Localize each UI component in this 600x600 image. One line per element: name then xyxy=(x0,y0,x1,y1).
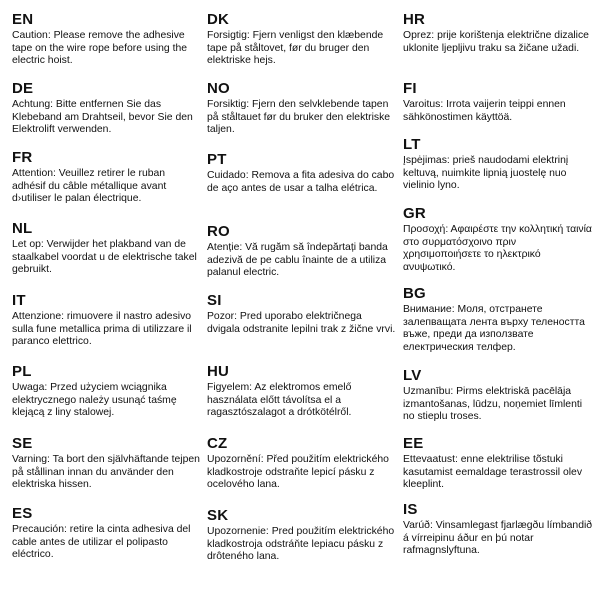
warning-entry-fr xyxy=(12,150,200,206)
warning-text: Oprez: prije korištenja električne dizalice uklonite ljepljivu traku sa žičane užadi. xyxy=(403,30,589,54)
language-code: DE xyxy=(12,80,34,97)
warning-entry-lv xyxy=(403,368,595,424)
warning-entry-no xyxy=(207,81,397,137)
warning-entry-gr xyxy=(403,206,595,274)
warning-text: Upozornenie: Pred použitím elektrického kladkostroja odstráňte lepiacu pásku z drôteného lana. xyxy=(207,526,395,563)
warning-entry-sk xyxy=(207,508,397,564)
language-code: SK xyxy=(207,507,229,524)
language-code: LV xyxy=(403,367,422,384)
language-code: DK xyxy=(207,11,230,28)
warning-entry-hr xyxy=(403,12,595,55)
warning-entry-cz xyxy=(207,436,397,492)
language-code: NL xyxy=(12,220,33,237)
warning-text: Atenție: Vă rugăm să îndepărtați banda adezivă de pe cablu înainte de a utiliza palanul electric. xyxy=(207,242,388,279)
language-code: GR xyxy=(403,205,426,222)
warning-entry-pt xyxy=(207,152,397,195)
language-code: SE xyxy=(12,435,33,452)
warning-entry-is xyxy=(403,502,595,558)
warning-text: Let op: Verwijder het plakband van de staalkabel voordat u de elektrische takel gebruikt. xyxy=(12,239,197,276)
language-code: NO xyxy=(207,80,230,97)
language-code: PL xyxy=(12,363,32,380)
warning-entry-it xyxy=(12,293,200,349)
warning-text: Pozor: Pred uporabo električnega dvigala odstranite lepilni trak z žične vrvi. xyxy=(207,311,396,335)
warning-text: Achtung: Bitte entfernen Sie das Klebeband am Drahtseil, bevor Sie den Elektrolift verwenden. xyxy=(12,99,193,136)
warning-entry-ro xyxy=(207,224,397,280)
language-code: FR xyxy=(12,149,33,166)
warning-entry-hu xyxy=(207,364,397,420)
warning-entry-lt xyxy=(403,137,595,193)
warning-entry-si xyxy=(207,293,397,336)
warning-text: Caution: Please remove the adhesive tape on the wire rope before using the electric hoist. xyxy=(12,30,188,67)
warning-text: Ettevaatust: enne elektrilise tõstuki kasutamist eemaldage terastrossil olev kleeplint. xyxy=(403,454,583,491)
language-code: FI xyxy=(403,80,417,97)
warning-entry-en xyxy=(12,12,200,68)
warning-entry-ee xyxy=(403,436,595,492)
warning-text: Varoitus: Irrota vaijerin teippi ennen sähkönostimen käyttöä. xyxy=(403,99,566,123)
warning-entry-dk xyxy=(207,12,397,68)
warning-entry-de xyxy=(12,81,200,137)
language-code: LT xyxy=(403,136,421,153)
warning-text: Внимание: Моля, отстранете залепващата лента върху телеността въже, преди да използвате електрическия телфер. xyxy=(403,304,585,353)
language-code: IT xyxy=(12,292,26,309)
language-code: CZ xyxy=(207,435,228,452)
language-code: PT xyxy=(207,151,227,168)
language-code: SI xyxy=(207,292,222,309)
warning-text: Attention: Veuillez retirer le ruban adhésif du câble métallique avant d›utiliser le palan électrique. xyxy=(12,168,167,205)
language-code: ES xyxy=(12,505,33,522)
warning-text: Attenzione: rimuovere il nastro adesivo sulla fune metallica prima di utilizzare il paranco elettrico. xyxy=(12,311,192,348)
language-code: RO xyxy=(207,223,230,240)
warning-text: Uwaga: Przed użyciem wciągnika elektrycznego należy usunąć taśmę klejącą z liny stalowej. xyxy=(12,382,177,419)
warning-entry-pl xyxy=(12,364,200,420)
warning-text: Varúð: Vinsamlegast fjarlægðu límbandið á vírreipinu áður en þú notar rafmagnslyftuna. xyxy=(403,520,593,557)
warning-text: Įspėjimas: prieš naudodami elektrinį keltuvą, nuimkite lipnią juostelę nuo vielinio lyno. xyxy=(403,155,569,192)
warning-text: Upozornění: Před použitím elektrického kladkostroje odstraňte lepicí pásku z ocelového lana. xyxy=(207,454,389,491)
warning-text: Precaución: retire la cinta adhesiva del cable antes de utilizar el polipasto eléctrico. xyxy=(12,524,191,561)
warning-text: Figyelem: Az elektromos emelő használata előtt távolítsa el a ragasztószalagot a drótkötélről. xyxy=(207,382,352,419)
language-code: HR xyxy=(403,11,426,28)
warning-entry-nl xyxy=(12,221,200,277)
language-code: EN xyxy=(12,11,34,28)
language-code: IS xyxy=(403,501,418,518)
warning-entry-se xyxy=(12,436,200,492)
warning-text: Προσοχή: Αφαιρέστε την κολλητική ταινία στο συρματόσχοινο πριν χρησιμοποιήσετε το ηλεκτρικό ανυψωτικό. xyxy=(403,224,592,273)
warning-entry-fi xyxy=(403,81,595,124)
warning-text: Varning: Ta bort den självhäftande tejpen på stållinan innan du använder den elektriska hissen. xyxy=(12,454,200,491)
warning-text: Forsigtig: Fjern venligst den klæbende tape på ståltovet, før du bruger den elektriske hejs. xyxy=(207,30,384,67)
language-code: EE xyxy=(403,435,424,452)
warning-text: Uzmanību: Pirms elektriskā pacēlāja izmantošanas, lūdzu, noņemiet līmlenti no stieplu troses. xyxy=(403,386,583,423)
language-code: HU xyxy=(207,363,230,380)
warning-text: Forsiktig: Fjern den selvklebende tapen på ståltauet før du bruker den elektriske taljen. xyxy=(207,99,391,136)
warning-entry-es xyxy=(12,506,200,562)
language-code: BG xyxy=(403,285,426,302)
warning-entry-bg xyxy=(403,286,595,354)
warning-text: Cuidado: Remova a fita adesiva do cabo de aço antes de usar a talha elétrica. xyxy=(207,170,395,194)
